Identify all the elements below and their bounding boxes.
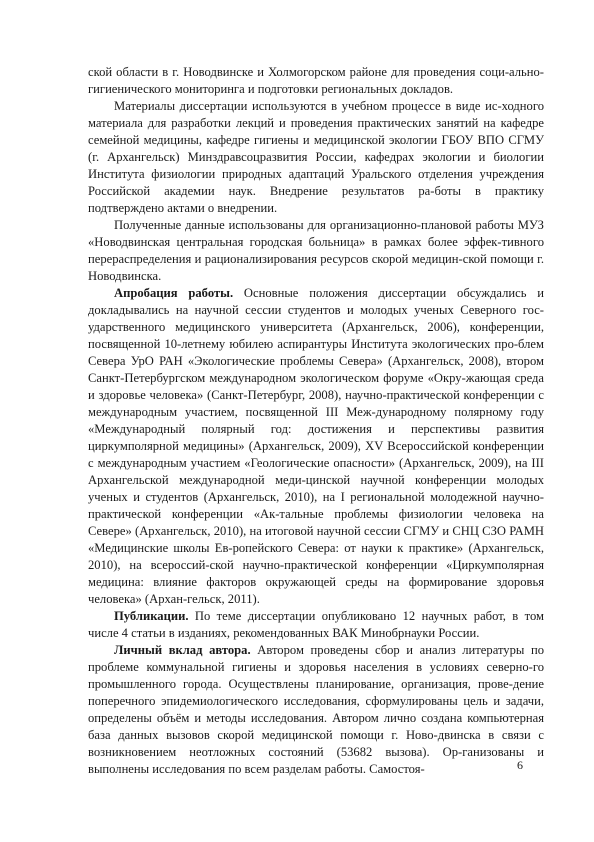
paragraph-publications	[88, 608, 544, 642]
paragraph-contribution	[88, 642, 544, 778]
section-heading: Личный вклад автора.	[114, 643, 251, 657]
paragraph-text: Материалы диссертации используются в учебном процессе в виде ис-ходного материала для разработки лекций и проведения практических занятий на кафедре семейной медицины, кафедре гигиены и медицинской экологии ГБОУ ВПО СГМУ (г. Архангельск) Минздравсоцразвития России, кафедрах экологии и биологии Института физиологии природных адаптаций Уральского отделения учреждения Российской академии наук. Внедрение результатов ра-боты в практику подтверждено актами о внедрении.	[88, 99, 544, 215]
page-number: 6	[517, 758, 523, 772]
section-heading: Публикации.	[114, 609, 189, 623]
paragraph-text: Основные положения диссертации обсуждались и докладывались на научной сессии студентов и молодых ученых Северного гос-ударственного медицинского университета (Архангельск, 2006), конференции, посвященной 10-летнему юбилею аспирантуры Института экологических про-блем Севера УрО РАН «Экологические проблемы Севера» (Архангельск, 2008), втором Санкт-Петербургском международном экологическом форуме «Окру-жающая среда и здоровье человека» (Санкт-Петербург, 2008), научно-практической конференции с международным участием, посвященной III Меж-дународному полярному году «Международный полярный год: достижения и перспективы развития циркумполярной медицины» (Архангельск, 2009), XV Всероссийской конференции с международным участием «Геологические опасности» (Архангельск, 2009), на III Архангельской международной меди-цинской научной конференции молодых ученых и студентов (Архангельск, 2010), на I региональной молодежной научно-практической конференции «Ак-тальные проблемы физиологии человека на Севере» (Архангельск, 2010), на итоговой научной сессии СГМУ и СНЦ СЗО РАМН «Медицинские школы Ев-ропейского Севера: от науки к практике» (Архангельск, 2010), на всероссий-ской научно-практической конференции «Циркумполярная медицина: влияние факторов окружающей среды на формирование здоровья человека» (Архан-гельск, 2011).	[88, 286, 544, 606]
paragraph-continuation	[88, 64, 544, 98]
paragraph-text: Автором проведены сбор и анализ литературы по проблеме коммунальной гигиены и здоровья населения в условиях северно-го промышленного города. Осуществлены планирование, организация, прове-дение поперечного эпидемиологического исследования, сформулированы цель и задачи, определены объём и методы исследования. Автором лично создана компьютерная база данных вызовов скорой медицинской помощи г. Ново-двинска в связи с возникновением неотложных состояний (53682 вызова). Ор-ганизованы и выполнены исследования по всем разделам работы. Самостоя-	[88, 643, 544, 776]
body-text	[88, 64, 544, 778]
paragraph-usage	[88, 217, 544, 285]
paragraph-text: По теме диссертации опубликовано 12 научных работ, в том числе 4 статьи в изданиях, рекомендованных ВАК Минобрнауки России.	[88, 609, 544, 640]
paragraph-implementation	[88, 98, 544, 217]
paragraph-text: Полученные данные использованы для организационно-плановой работы МУЗ «Новодвинская центральная городская больница» в рамках более эффек-тивного перераспределения и рационализирования ресурсов скорой медицин-ской помощи г. Новодвинска.	[88, 218, 544, 283]
paragraph-text: ской области в г. Новодвинске и Холмогорском районе для проведения соци-ально-гигиенического мониторинга и подготовки региональных докладов.	[88, 65, 544, 96]
paragraph-approbation	[88, 285, 544, 608]
section-heading: Апробация работы.	[114, 286, 234, 300]
